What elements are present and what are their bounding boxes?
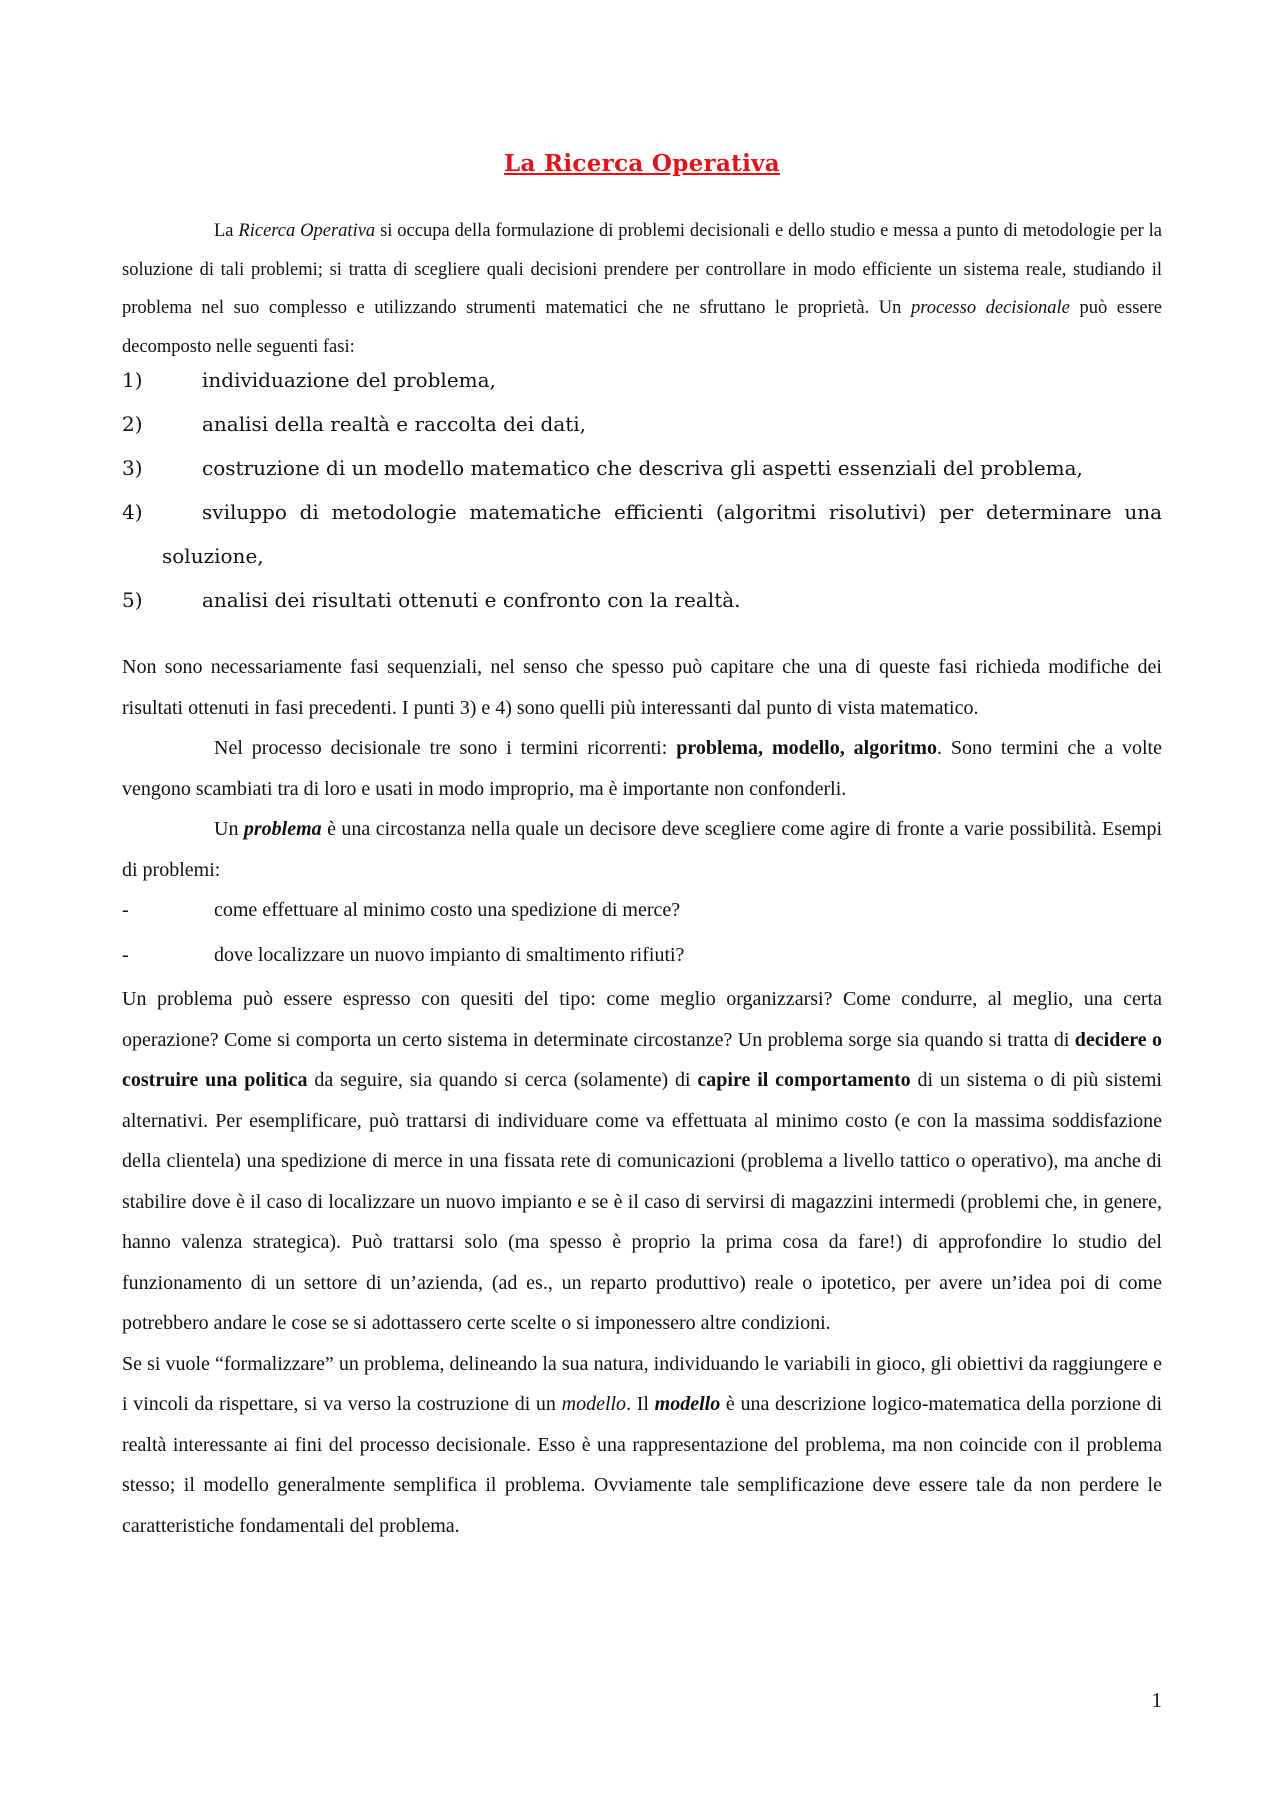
expr-text-1: Un problema può essere espresso con quesiti del tipo: come meglio organizzarsi? Come condurre, al meglio, una certa operazione? Come si comporta un certo sistema in determinate circostanze? Un problema sorge sia quando si tratta di [122,988,1162,1051]
expr-text-2: da seguire, sia quando si cerca (solamente) di [307,1069,698,1091]
paragraph-problem [122,809,1162,890]
step-text: individuazione del problema, [202,368,496,392]
intro-term-processo-decisionale: processo decisionale [910,298,1070,318]
page-number: 1 [1151,1688,1162,1712]
step-text: analisi della realtà e raccolta dei dati, [202,412,587,436]
step-text-continuation: soluzione, [162,544,264,568]
list-item [122,490,1162,578]
list-item [122,358,1162,402]
problem-text-1: Un [214,818,244,840]
paragraph-model [122,1344,1162,1547]
page-title: La Ricerca Operativa [503,150,780,177]
list-item [122,446,1162,490]
model-text-1: Se si vuole “formalizzare” un problema, delineando la sua natura, individuando le variabili in gioco, gli obiettivi da raggiungere e i vincoli da rispettare, si va verso la costruzione di un [122,1352,1162,1415]
list-item [122,935,1162,976]
example-text: dove localizzare un nuovo impianto di smaltimento rifiuti? [214,943,685,966]
step-number: 1) [122,368,143,392]
step-text: costruzione di un modello matematico che descriva gli aspetti essenziali del problema, [202,456,1083,480]
step-number: 4) [122,500,143,524]
example-text: come effettuare al minimo costo una spedizione di merce? [214,899,681,921]
step-number: 2) [122,412,143,436]
expr-bold-2: capire il comportamento [697,1069,911,1091]
process-steps-list [122,358,1162,622]
expr-text-3: di un sistema o di più sistemi alternativi. Per esemplificare, può trattarsi di individuare come va effettuata al minimo costo (e con la massima soddisfazione della clientela) una spedizione di merce in una fissata rete di comunicazioni (problema a livello tattico o operativo), ma anche di stabilire dove è il caso di localizzare un nuovo impianto e se è il caso di servirsi di magazzini intermedi (problemi che, in genere, hanno valenza strategica). Può trattarsi solo (ma spesso è proprio la prima cosa da fare!) di approfondire lo studio del funzionamento di un settore di un’azienda, (ad es., un reparto produttivo) reale o ipotetico, per avere un’idea poi di come potrebbero andare le cose se si adottassero certe scelte o si imponessero altre condizioni. [122,1069,1162,1334]
step-number: 5) [122,588,143,612]
paragraph-phases: Non sono necessariamente fasi sequenziali, nel senso che spesso può capitare che una di queste fasi richieda modifiche dei risultati ottenuti in fasi precedenti. I punti 3) e 4) sono quelli più interessanti dal punto di vista matematico. [122,656,1162,719]
terms-bold: problema, modello, algoritmo [676,737,937,759]
paragraph-problem-expression [122,979,1162,1344]
list-item [122,890,1162,931]
problem-term: problema [243,818,322,840]
body-text [122,647,1162,1546]
intro-text-1: La [214,221,239,241]
step-number: 3) [122,456,143,480]
list-item [122,578,1162,622]
model-text-3: è una descrizione logico-matematica della porzione di realtà interessante ai fini del processo decisionale. Esso è una rappresentazione del problema, ma non coincide con il problema stesso; il modello generalmente semplifica il problema. Ovviamente tale semplificazione deve essere tale da non perdere le caratteristiche fondamentali del problema. [122,1393,1163,1537]
intro-term-ricerca-operativa: Ricerca Operativa [238,221,376,241]
step-text: sviluppo di metodologie matematiche efficienti (algoritmi risolutivi) per determinare una [202,500,1162,524]
model-term: modello [654,1393,721,1415]
dash-marker: - [122,899,129,921]
intro-text-3: può essere decomposto nelle seguenti fasi: [122,298,1162,357]
model-italic: modello [561,1393,627,1415]
terms-text-2: . Sono termini che a volte vengono scambiati tra di loro e usati in modo improprio, ma è importante non confonderli. [122,737,1162,800]
terms-text-1: Nel processo decisionale tre sono i termini ricorrenti: [214,737,677,759]
intro-paragraph [122,212,1162,366]
problem-text-2: è una circostanza nella quale un decisore deve scegliere come agire di fronte a varie possibilità. Esempi di problemi: [122,818,1162,881]
intro-text-2: si occupa della formulazione di problemi decisionali e dello studio e messa a punto di metodologie per la soluzione di tali problemi; si tratta di scegliere quali decisioni prendere per controllare in modo efficiente un sistema reale, studiando il problema nel suo complesso e utilizzando strumenti matematici che ne sfruttano le proprietà. Un [122,221,1162,318]
dash-marker: - [122,943,129,966]
list-item [122,402,1162,446]
model-text-2: . Il [626,1393,655,1415]
expr-bold-1: decidere o costruire una politica [122,1028,1163,1091]
step-text: analisi dei risultati ottenuti e confronto con la realtà. [202,588,741,612]
paragraph-terms [122,728,1162,809]
